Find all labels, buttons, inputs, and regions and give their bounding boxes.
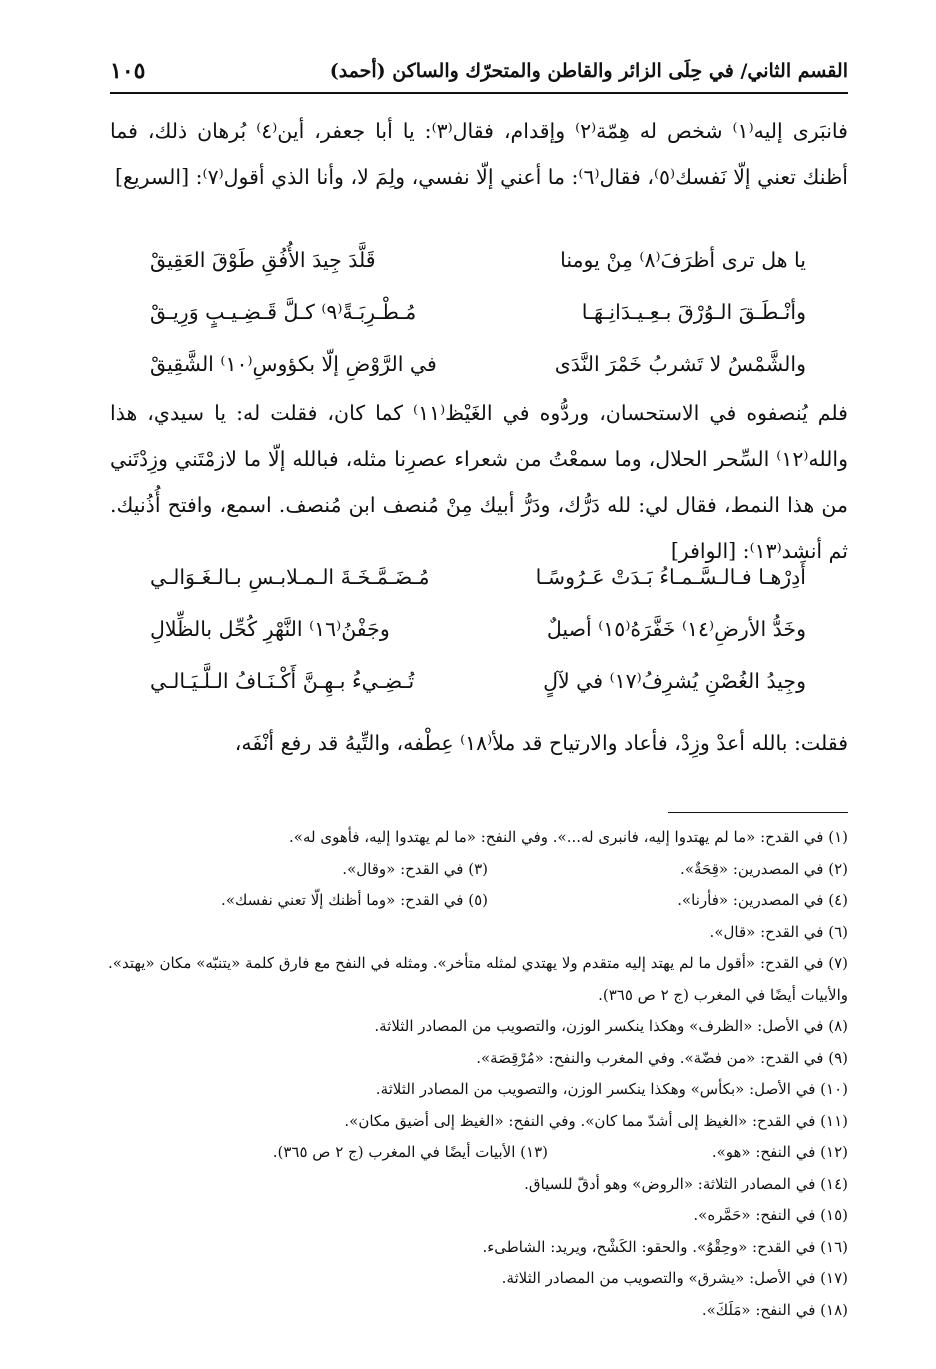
paragraph-1: فانبَرى إليه⁽١⁾ شخص له هِمّة⁽٢⁾ وإقدام، فقال⁽٣⁾: يا أبا جعفر، أين⁽٤⁾ بُرهان ذلك، فما أظنك تعني إلّا نَفسك⁽٥⁾، فقال⁽٦⁾: ما أعني إلّا نفسي، ولِمَ لا، وأنا الذي أقول⁽٧⁾: [السريع] [110,119,848,189]
verse-5 [150,617,806,669]
footnote-15: (١٥) في النفح: «حَمَّره». [693,1206,848,1224]
footnote-13: (١٣) الأبيات أيضًا في المغرب (ج ٢ ص ٣٦٥). [272,1143,548,1161]
page-number: ١٠٥ [110,58,146,84]
verse-1 [150,248,806,300]
verse-5-second-hemistich: وجَفْنُ⁽١٦⁾ النَّهْرِ كُحِّل بالظِّلالِ [150,617,390,641]
verse-3-first-hemistich: والشَّمْسُ لا تَشربُ خَمْرَ النَّدَى [554,352,806,376]
footnote-12: (١٢) في النفح: «هو». [711,1143,848,1161]
verse-6-first-hemistich: وجِيدُ الغُصْنِ يُشرِفُ⁽١٧⁾ في لآلٍ [543,669,806,693]
verse-1-second-hemistich: قَلَّدَ جِيدَ الأُفُقِ طَوْقَ العَقِيقْ [150,248,376,272]
verse-6-second-hemistich: تُـضِـيءُ بـهِـنَّ أَكْـنَـافُ الـلَّـيَـالـي [150,669,415,693]
footnote-1: (١) في القدح: «ما لم يهتدوا إليه، فانبرى له...». وفي النفح: «ما لم يهتدوا إليه، فأهوى له». [289,828,848,846]
poem-wafir [150,565,806,721]
footnote-14: (١٤) في المصادر الثلاثة: «الروض» وهو أدقّ للسياق. [524,1174,848,1193]
footnote-9: (٩) في القدح: «من فضّة». وفي المغرب والنفح: «مُرْقِصَة». [476,1048,848,1067]
main-text-bottom [110,720,848,766]
main-text-top [110,108,848,200]
header-title: القسم الثاني/ في حِلَى الزائر والقاطن والمتحرّك والساكن (أحمد) [329,60,848,82]
footnote-row-12-13 [108,1137,848,1169]
verse-4 [150,565,806,617]
footnote-3: (٣) في القدح: «وقال». [342,859,488,878]
poem-saree [150,248,806,404]
footnote-2: (٢) في المصدرين: «قِحَةٌ». [680,859,848,878]
main-text-middle [110,390,848,574]
footnote-separator [668,812,848,813]
footnote-4: (٤) في المصدرين: «فأرنا». [677,891,848,909]
footnote-17: (١٧) في الأصل: «يشرق» والتصويب من المصادر الثلاثة. [501,1269,848,1287]
footnote-10: (١٠) في الأصل: «بكأس» وهكذا ينكسر الوزن، والتصويب من المصادر الثلاثة. [375,1080,848,1098]
footnote-16: (١٦) في القدح: «وحِقْوُ». والحقو: الكَشْح، ويريد: الشاطىء. [482,1237,848,1256]
verse-6 [150,669,806,721]
verse-3-second-hemistich: في الرَّوْضِ إلّا بكؤوسِ⁽١٠⁾ الشَّقِيقْ [150,352,437,376]
paragraph-3: فقلت: بالله أعدْ وزِدْ، فأعاد والارتياح قد ملأ⁽١٨⁾ عِطْفه، والتِّيهُ قد رفع أنْفَه، [234,731,848,755]
footnote-8: (٨) في الأصل: «الظرف» وهكذا ينكسر الوزن، والتصويب من المصادر الثلاثة. [374,1017,848,1035]
verse-2-first-hemistich: وأنْـطَـقَ الـوُرْقَ بـعِـيـدَانِـهَـا [581,300,806,324]
footnote-row-2-3 [108,854,848,886]
verse-1-first-hemistich: يا هل ترى أظرَفَ⁽٨⁾ مِنْ يومنا [560,248,806,272]
running-header [110,58,848,94]
verse-2-second-hemistich: مُـطْـرِبَـةً⁽٩⁾ كـلَّ قَـضِـيـبٍ وَرِيـقْ [150,300,417,324]
verse-4-second-hemistich: مُـضَـمَّـخَـةَ الـمـلابـسِ بـالـغَـوَالـي [150,565,430,589]
footnote-11: (١١) في القدح: «الغيظ إلى أشدّ مما كان». وفي النفح: «الغيظ إلى أضيق مكان». [344,1111,848,1130]
footnote-5: (٥) في القدح: «وما أظنك إلّا تعني نفسك». [221,891,488,909]
footnote-18: (١٨) في النفح: «مَلَكَ». [701,1300,848,1319]
footnote-7: (٧) في القدح: «أقول ما لم يهتد إليه متقدم ولا يهتدي لمثله متأخر». ومثله في النفح مع فارق كلمة «يتنبّه» مكان «يهتد». والأبيات أيضًا في المغرب (ج ٢ ص ٣٦٥). [108,954,848,1004]
paragraph-2: فلم يُنصفوه في الاستحسان، وردُّوه في الغَيْظ⁽١١⁾ كما كان، فقلت له: يا سيدي، هذا والله⁽١٢⁾ السِّحر الحلال، وما سمعْتُ من شعراء عصرِنا مثله، فبالله إلّا ما لازمْتَني وزِدْتَني من هذا النمط، فقال لي: لله دَرُّك، ودَرُّ أبيك مِنْ مُنصف ابن مُنصف. اسمع، وافتح أُذُنيك. ثم أنشد⁽١٣⁾: [الوافر] [110,401,848,563]
footnote-6: (٦) في القدح: «قال». [709,922,848,941]
verse-2 [150,300,806,352]
footnotes [108,822,848,1326]
footnote-row-4-5 [108,885,848,917]
verse-4-first-hemistich: أَدِرْهـا فـالـسَّـمـاءُ بَـدَتْ عَـرُوسًـا [535,565,806,589]
verse-5-first-hemistich: وخَدُّ الأرضِ⁽١٤⁾ خَفَّرَهُ⁽١٥⁾ أصيلٌ [546,617,806,641]
